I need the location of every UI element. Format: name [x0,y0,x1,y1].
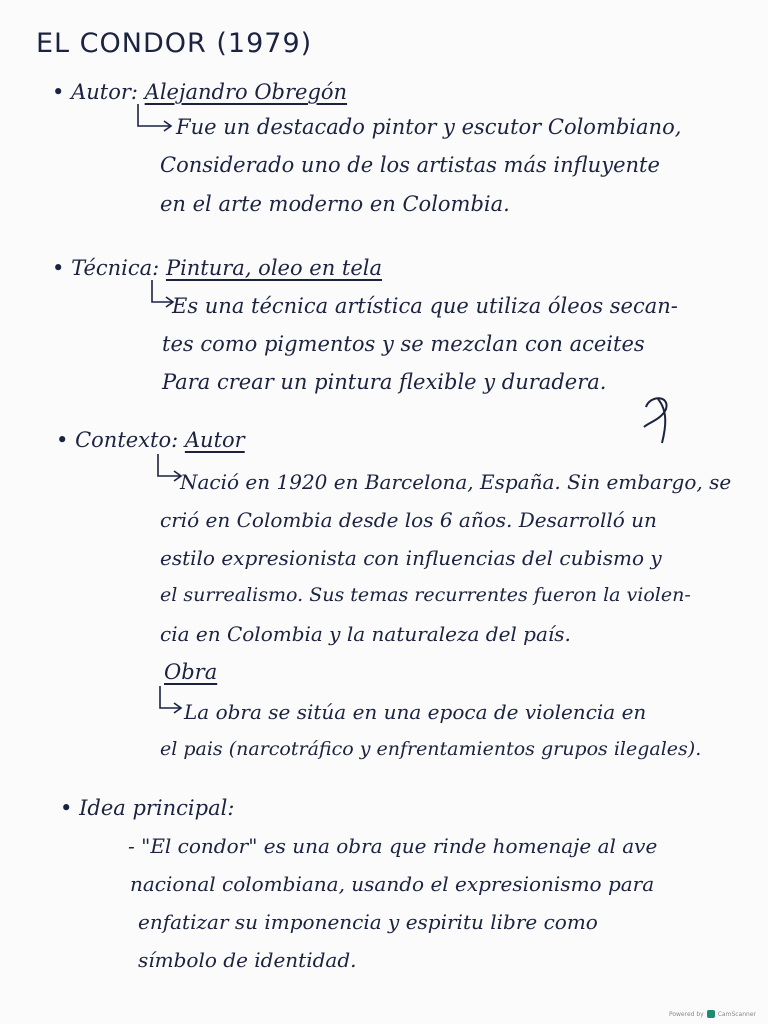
autor-line: Fue un destacado pintor y escutor Colombiano, [176,115,682,139]
handwritten-mark [640,393,682,445]
contexto-label-row [56,428,245,452]
tecnica-value: Pintura, oleo en tela [165,256,383,280]
tecnica-line: tes como pigmentos y se mezclan con aceites [162,332,645,356]
bullet-icon: • [52,256,65,280]
bullet-icon: • [56,428,69,452]
obra-label: Obra [164,660,218,684]
tecnica-line: Es una técnica artística que utiliza óleos secan- [172,294,678,318]
bullet-icon: • [60,796,73,820]
idea-label: Idea principal: [79,796,235,820]
idea-line: símbolo de identidad. [138,948,357,972]
autor-label: Autor: [71,80,138,104]
arrow-icon [136,104,176,134]
autor-line: en el arte moderno en Colombia. [160,192,510,216]
obra-line: el pais (narcotráfico y enfrentamientos grupos ilegales). [160,738,702,760]
bullet-icon: • [52,80,65,104]
contexto-line: crió en Colombia desde los 6 años. Desarrolló un [160,508,657,532]
page-title: EL CONDOR (1979) [36,28,313,59]
idea-label-row [60,796,234,820]
obra-line: La obra se sitúa en una epoca de violencia en [184,700,647,724]
idea-line: - "El condor" es una obra que rinde homenaje al ave [128,834,658,858]
tecnica-line: Para crear un pintura flexible y duradera. [162,370,607,394]
contexto-label: Contexto: [75,428,179,452]
powered-by-text: Powered by [668,1010,704,1018]
contexto-line: el surrealismo. Sus temas recurrentes fueron la violen- [160,584,691,606]
idea-line: nacional colombiana, usando el expresionismo para [130,872,655,896]
autor-value: Alejandro Obregón [144,80,348,104]
autor-label-row [52,80,347,104]
contexto-line: Nació en 1920 en Barcelona, España. Sin embargo, se [180,470,732,494]
contexto-value: Autor [184,428,245,452]
brand-text: CamScanner [717,1010,756,1018]
idea-line: enfatizar su imponencia y espiritu libre como [138,910,598,934]
camscanner-icon [707,1010,715,1018]
tecnica-label: Técnica: [71,256,160,280]
contexto-line: estilo expresionista con influencias del cubismo y [160,546,662,570]
autor-line: Considerado uno de los artistas más influyente [160,153,660,177]
scanner-watermark [669,1010,756,1018]
tecnica-label-row [52,256,382,280]
contexto-line: cia en Colombia y la naturaleza del país. [160,622,571,646]
